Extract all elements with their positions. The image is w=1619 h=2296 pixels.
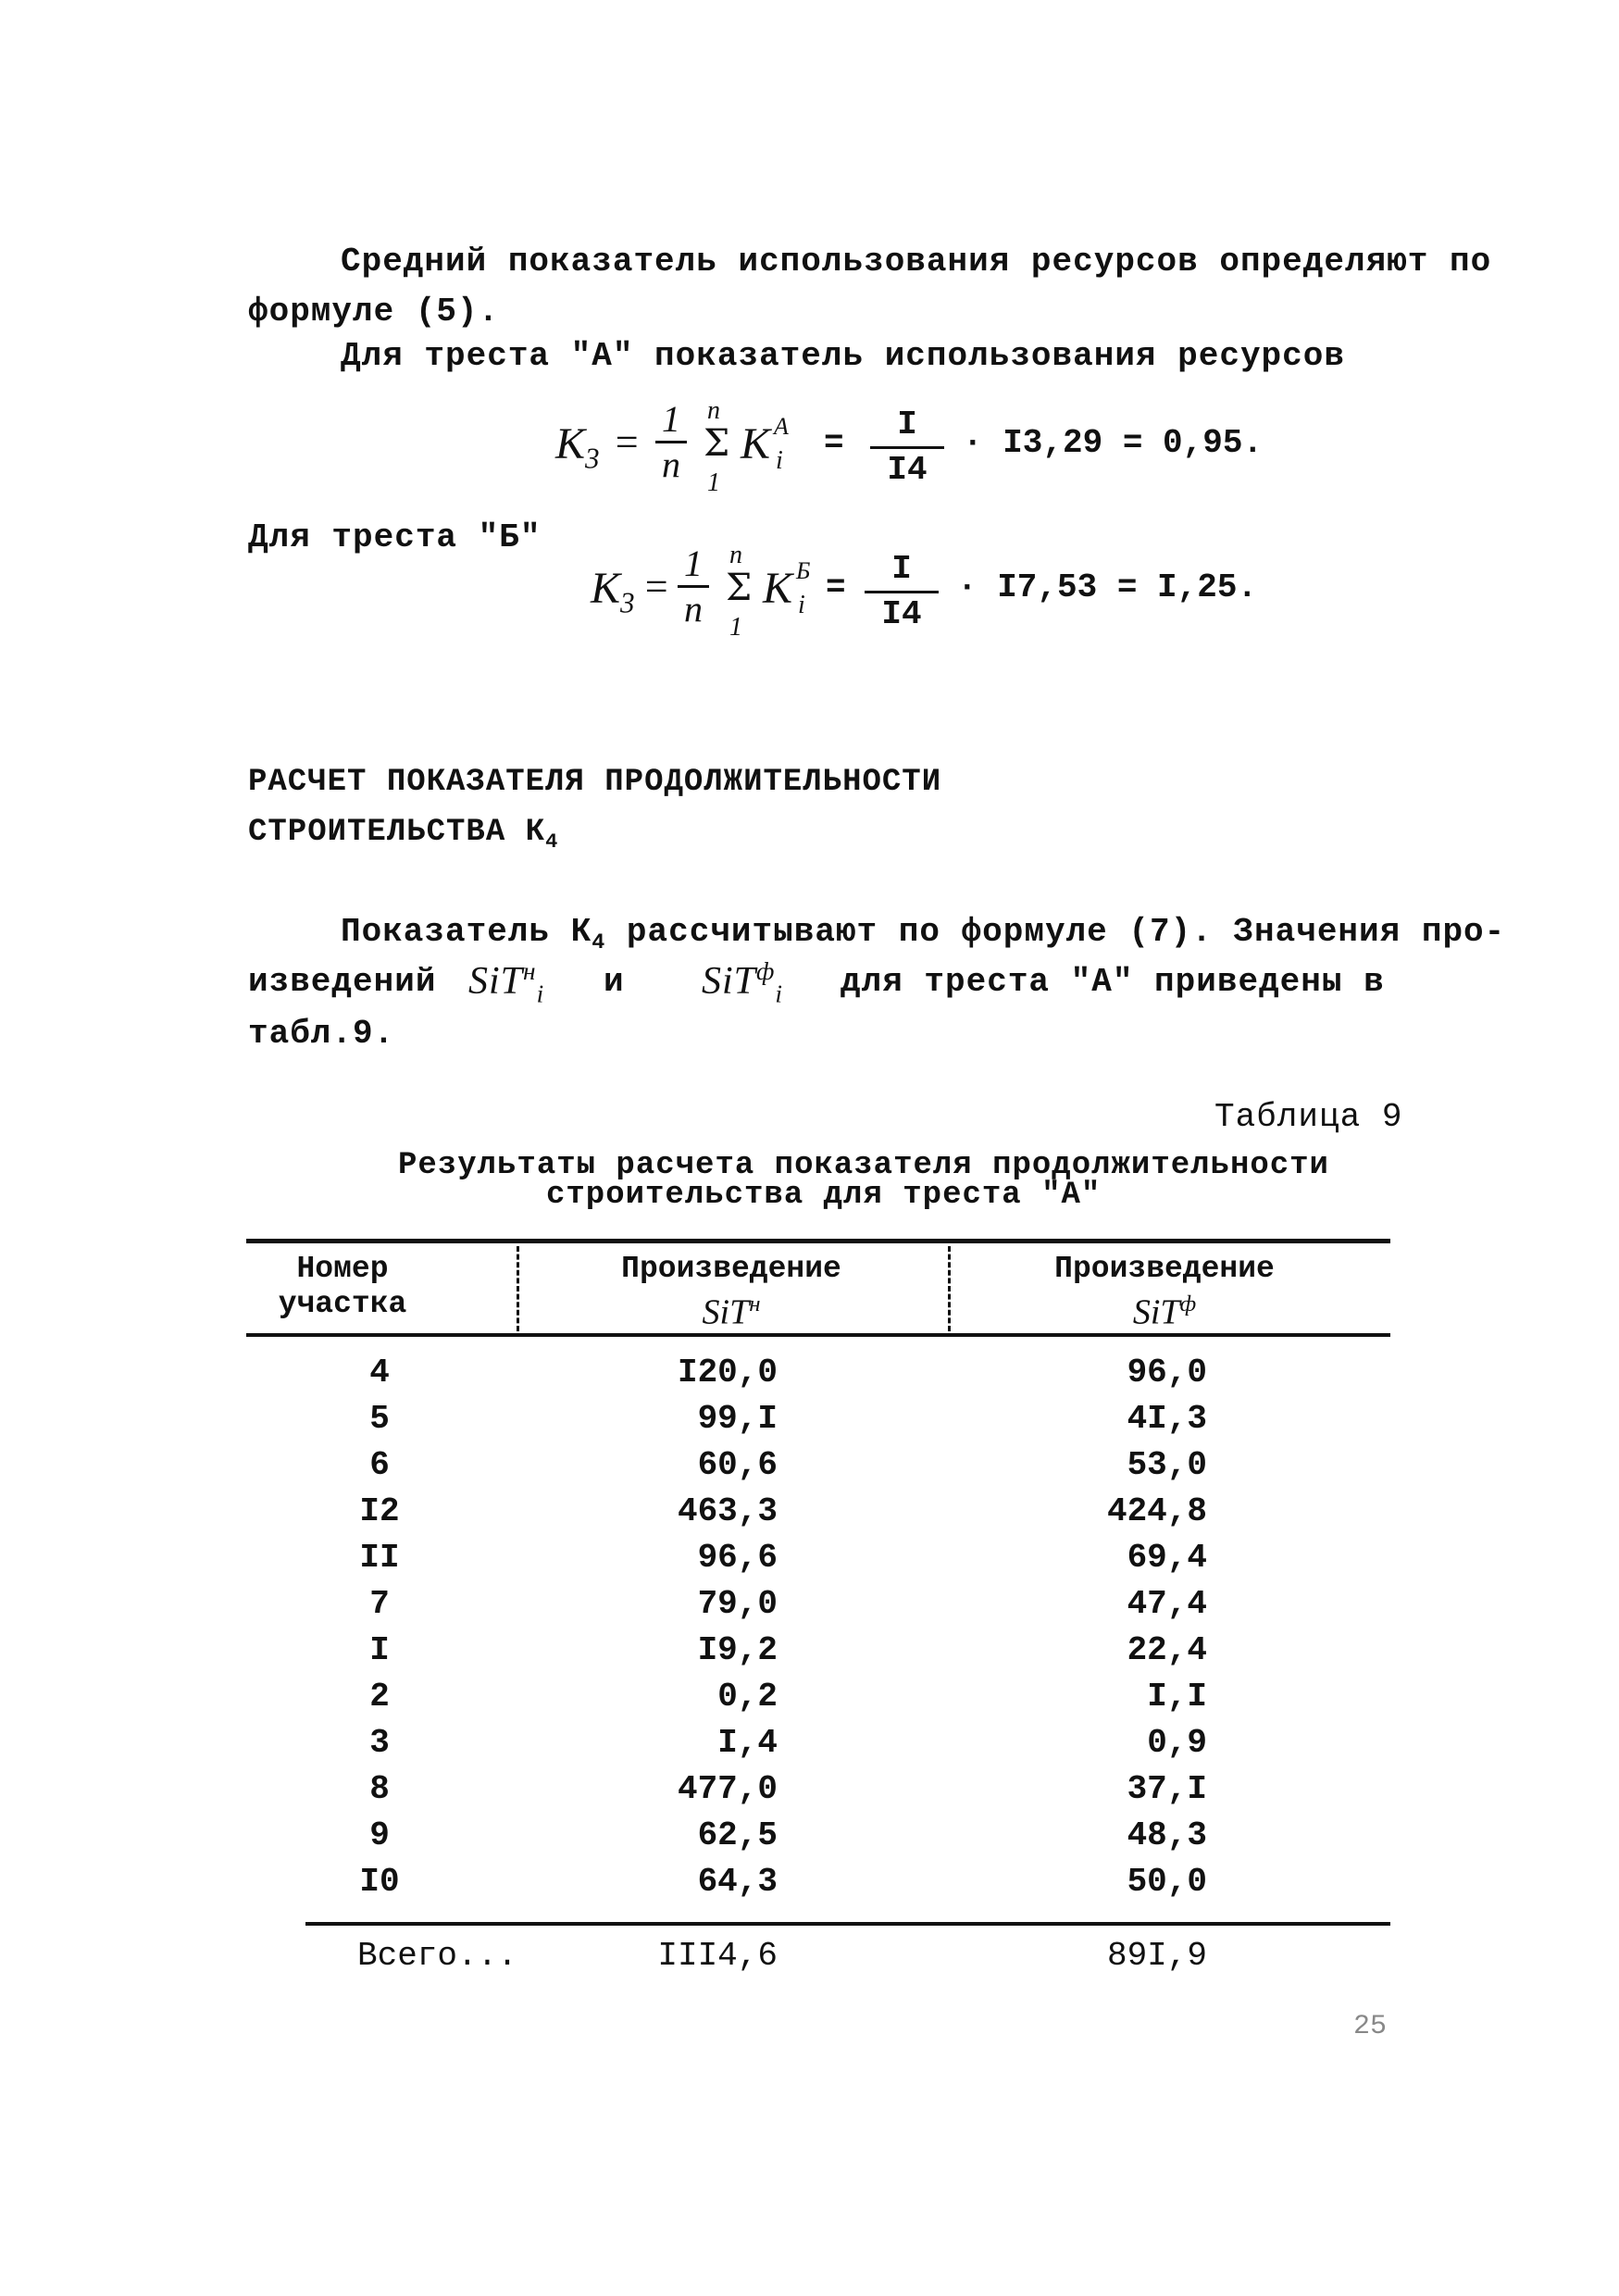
formula-a-sigma-top: n (707, 396, 720, 425)
table-cell-plot-number: 2 (369, 1678, 390, 1716)
table-cell-product-h: I9,2 (697, 1631, 778, 1669)
table-cell-product-f: 37,I (1127, 1770, 1207, 1808)
table-cell-product-f: 48,3 (1127, 1816, 1207, 1854)
table-cell-plot-number: II (359, 1539, 400, 1577)
formula-b-equals: = (642, 564, 670, 609)
formula-a-sigma-bottom: 1 (707, 468, 720, 497)
formula-b-sigma: Σ (726, 567, 753, 609)
body-math-sit-h: SiT$^н_i$ (468, 957, 545, 1008)
formula-b-equals-2: = (826, 568, 846, 606)
table-cell-product-h: 477,0 (677, 1770, 778, 1808)
formula-b-sigma-bottom: 1 (729, 613, 742, 642)
col1-header: Номер участка (278, 1252, 407, 1321)
table-cell-plot-number: 6 (369, 1446, 390, 1484)
formula-b-fraction: 1 n (678, 543, 709, 630)
header-bottom-rule (246, 1333, 1390, 1337)
table-cell-product-h: I20,0 (677, 1354, 778, 1391)
total-label: Всего... (357, 1937, 517, 1975)
formula-a-sigma: Σ (704, 422, 730, 465)
body-line-3: табл.9. (248, 1015, 395, 1053)
table-cell-product-f: 424,8 (1106, 1492, 1207, 1530)
table-cell-plot-number: 5 (369, 1400, 390, 1438)
col2-header: Произведение SiT$^н$ (621, 1252, 841, 1332)
total-top-rule (305, 1922, 1390, 1926)
table-cell-plot-number: I2 (359, 1492, 400, 1530)
table-cell-product-f: 4I,3 (1127, 1400, 1207, 1438)
section-heading-line-1: РАСЧЕТ ПОКАЗАТЕЛЯ ПРОДОЛЖИТЕЛЬНОСТИ (248, 765, 942, 800)
table-cell-plot-number: I (369, 1631, 390, 1669)
formula-b-result: · I7,53 = I,25. (957, 568, 1258, 606)
body-trust-text: для треста "А" приведены в (841, 963, 1385, 1001)
body-line-2: изведений SiT$^н_i$ и SiT$^ф_i$ для треста "А" приведены в (248, 957, 1385, 1008)
table-cell-product-h: 60,6 (697, 1446, 778, 1484)
table-top-rule (246, 1239, 1390, 1243)
table-cell-product-h: 62,5 (697, 1816, 778, 1854)
paragraph-2: Для треста "А" показатель использования ресурсов (341, 337, 1345, 375)
table-cell-product-h: 0,2 (717, 1678, 778, 1716)
formula-a-equals: = (613, 419, 641, 465)
col3-header: Произведение SiT$^ф$ (1054, 1252, 1275, 1332)
table-cell-plot-number: I0 (359, 1863, 400, 1901)
paragraph-1-line-1: Средний показатель использования ресурсов определяют по (341, 243, 1492, 281)
formula-a-term-sub: i (776, 446, 783, 475)
formula-a-lhs: $K_3$ (555, 419, 600, 475)
table-cell-product-f: 47,4 (1127, 1585, 1207, 1623)
header-divider-1 (517, 1246, 519, 1331)
page-number: 25 (1353, 2011, 1388, 2042)
table-cell-product-h: 99,I (697, 1400, 778, 1438)
paragraph-3: Для треста "Б" (248, 518, 542, 556)
total-col3: 89I,9 (1106, 1937, 1207, 1975)
total-col2: III4,6 (657, 1937, 778, 1975)
formula-trust-a (555, 398, 1296, 509)
formula-a-fraction-2: I I4 (870, 404, 944, 492)
table-cell-plot-number: 7 (369, 1585, 390, 1623)
paragraph-1-line-2: формуле (5). (248, 293, 500, 331)
formula-a-fraction: 1 n (655, 398, 687, 486)
table-cell-plot-number: 9 (369, 1816, 390, 1854)
table-title-line-1: Результаты расчета показателя продолжительности (398, 1148, 1329, 1183)
table-cell-product-h: 96,6 (697, 1539, 778, 1577)
formula-a-term-sup: A (774, 413, 789, 440)
table-cell-product-f: 96,0 (1127, 1354, 1207, 1391)
body-and: и (604, 963, 625, 1001)
table-cell-plot-number: 3 (369, 1724, 390, 1762)
table-cell-product-h: 64,3 (697, 1863, 778, 1901)
formula-b-term-sub: i (798, 591, 805, 619)
formula-b-term: K (763, 564, 793, 613)
table-cell-product-f: I,I (1147, 1678, 1207, 1716)
section-heading-line-2: СТРОИТЕЛЬСТВА $К_4$ (248, 815, 559, 854)
table-cell-product-h: 463,3 (677, 1492, 778, 1530)
table-cell-product-f: 22,4 (1127, 1631, 1207, 1669)
body-line-1: Показатель $К_4$ рассчитывают по формуле (7). Значения про- (341, 913, 1506, 956)
table-cell-product-f: 50,0 (1127, 1863, 1207, 1901)
table-title-line-2: строительства для треста "А" (546, 1178, 1102, 1213)
formula-b-fraction-2: I I4 (865, 548, 939, 636)
header-divider-2 (948, 1246, 951, 1331)
table-cell-plot-number: 8 (369, 1770, 390, 1808)
table-cell-product-h: 79,0 (697, 1585, 778, 1623)
formula-trust-b (591, 543, 1331, 654)
table-cell-product-f: 69,4 (1127, 1539, 1207, 1577)
formula-a-term: K (741, 419, 771, 468)
table-cell-product-h: I,4 (717, 1724, 778, 1762)
formula-b-sigma-top: n (729, 541, 742, 569)
table-cell-product-f: 0,9 (1147, 1724, 1207, 1762)
body-math-sit-f: SiT$^ф_i$ (702, 957, 784, 1008)
formula-b-term-sup: Б (796, 557, 811, 584)
formula-a-equals-2: = (824, 424, 844, 462)
formula-b-lhs: $K_3$ (591, 564, 635, 619)
table-cell-plot-number: 4 (369, 1354, 390, 1391)
formula-a-result: · I3,29 = 0,95. (963, 424, 1264, 462)
table-label: Таблица 9 (1214, 1098, 1403, 1136)
table-cell-product-f: 53,0 (1127, 1446, 1207, 1484)
